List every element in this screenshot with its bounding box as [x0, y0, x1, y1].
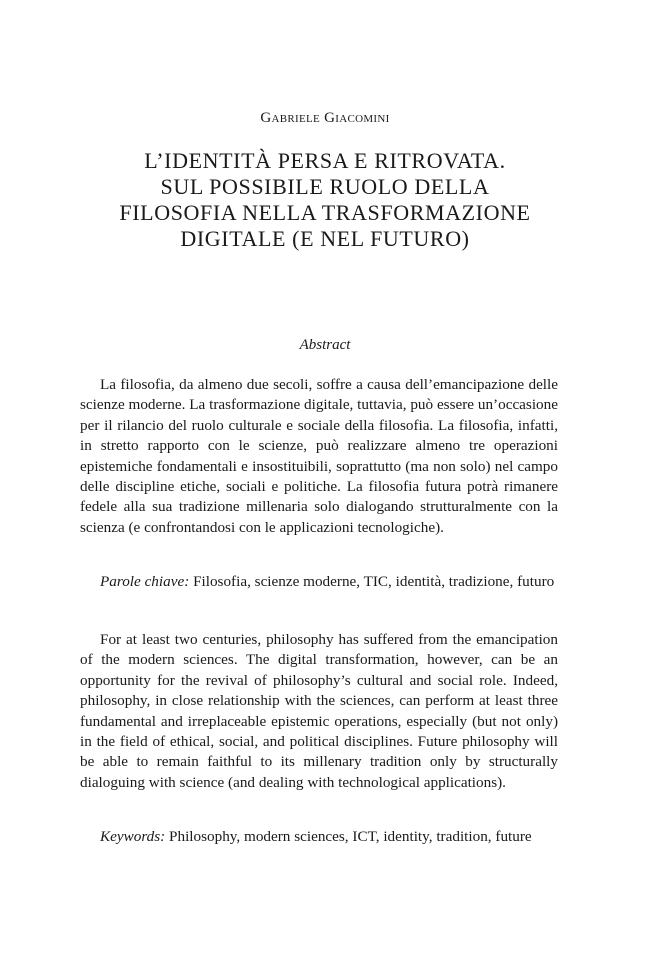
keywords-italian-text: Filosofia, scienze moderne, TIC, identità, tradizione, futuro: [189, 573, 555, 590]
abstract-heading: Abstract: [299, 337, 351, 353]
author-name: Gabriele Giacomini: [260, 110, 390, 126]
title-line: DIGITALE (E NEL FUTURO): [180, 226, 470, 251]
title-line: L’IDENTITÀ PERSA E RITROVATA.: [144, 148, 506, 173]
title-line: FILOSOFIA NELLA TRASFORMAZIONE: [119, 200, 531, 225]
paper-title: [60, 148, 590, 252]
keywords-italian-label: Parole chiave:: [100, 573, 190, 590]
keywords-english: [80, 827, 558, 847]
abstract-english-text: For at least two centuries, philosophy has suffered from the emancipation of the modern sciences. The digital transformation, however, can be an opportunity for the revival of philosophy’s cultural and social role. Indeed, philosophy, in close relationship with the sciences, can perform at least three fundamental and irreplaceable epistemic operations, especially (but not only) in the field of ethical, social, and political disciplines. Future philosophy will be able to remain faithful to its millenary tradition only by structurally dialoguing with science (and dealing with technological applications).: [80, 631, 558, 791]
title-line: SUL POSSIBILE RUOLO DELLA: [160, 174, 490, 199]
keywords-english-label: Keywords:: [100, 828, 166, 845]
abstract-italian-text: La filosofia, da almeno due secoli, soffre a causa dell’emancipazione delle scienze moderne. La trasformazione digitale, tuttavia, può essere un’occasione per il rilancio del ruolo culturale e sociale della filosofia. La filosofia, infatti, in stretto rapporto con le scienze, può realizzare almeno tre operazioni epistemiche fondamentali e insostituibili, soprattutto (ma non solo) nel campo delle discipline etiche, sociali e politiche. La filosofia futura potrà rimanere fedele alla sua tradizione millenaria solo dialogando strutturalmente con la scienza (e confrontandosi con le applicazioni tecnologiche).: [80, 376, 558, 536]
keywords-italian: [80, 572, 558, 592]
keywords-italian-paragraph: [80, 572, 558, 592]
keywords-english-paragraph: [80, 827, 558, 847]
keywords-english-text: Philosophy, modern sciences, ICT, identity, tradition, future: [165, 828, 532, 845]
abstract-italian: [80, 375, 558, 538]
abstract-english: [80, 630, 558, 793]
